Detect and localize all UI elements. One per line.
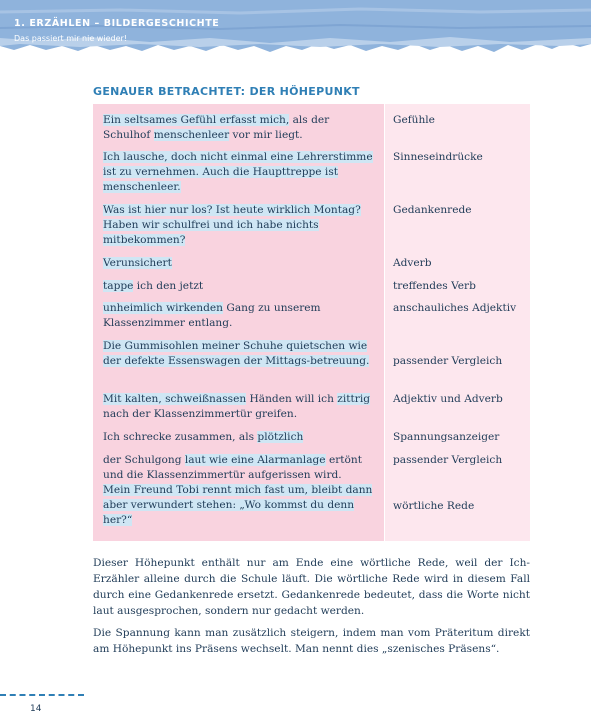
- highlighted-text: Mein Freund Tobi rennt mich fast um, bleibt dann aber verwundert stehen: „Wo kommst du denn her?“: [103, 484, 373, 526]
- chapter-title: 1. ERZÄHLEN – BILDERGESCHICHTE: [14, 18, 220, 29]
- story-text: [103, 279, 378, 294]
- feature-label: anschauliches Adjektiv: [393, 302, 517, 314]
- story-text: [103, 483, 378, 528]
- feature-label: passender Vergleich: [393, 355, 503, 367]
- feature-label: Sinneseindrücke: [393, 151, 483, 163]
- feature-label: wörtliche Rede: [393, 500, 475, 512]
- feature-label-column: [385, 104, 530, 541]
- highlighted-text: Mit kalten, schweißnassen: [103, 393, 247, 405]
- highlighted-text: Ein seltsames Gefühl erfasst mich,: [103, 114, 290, 126]
- story-text: [103, 150, 378, 195]
- story-text: [103, 339, 378, 369]
- highlighted-text: Die Gummisohlen meiner Schuhe quietschen wie der defekte Essenswagen der Mittags-betreuung.: [103, 340, 370, 367]
- story-text-segment: ertönt und die Klassenzimmertür aufgerissen wird.: [103, 454, 362, 481]
- chapter-subtitle: Das passiert mir nie wieder!: [14, 34, 127, 43]
- highlighted-text: Was ist hier nur los? Ist heute wirklich Montag? Haben wir schulfrei und ich habe nichts mitbekommen?: [103, 204, 361, 246]
- story-text-segment: der Schulgong: [103, 454, 185, 466]
- story-text-segment: vor mir liegt.: [229, 129, 303, 141]
- story-text: [103, 256, 378, 271]
- footer-dash-line: [0, 694, 84, 696]
- highlighted-text: plötzlich: [257, 431, 304, 443]
- header-banner: [0, 0, 591, 62]
- page-number: 14: [30, 704, 42, 714]
- feature-label: Spannungsanzeiger: [393, 431, 500, 443]
- feature-label: Gefühle: [393, 114, 435, 126]
- story-text: [103, 392, 378, 422]
- story-text: [103, 113, 378, 143]
- story-text: [103, 301, 378, 331]
- story-text: [103, 453, 378, 483]
- highlighted-text: unheimlich wirkenden: [103, 302, 223, 314]
- story-text-segment: nach der Klassenzimmertür greifen.: [103, 408, 298, 420]
- story-text-segment: Ich schrecke zusammen, als: [103, 431, 258, 443]
- story-text: [103, 430, 378, 445]
- story-text-segment: ich den jetzt: [133, 280, 204, 292]
- story-text-segment: Händen will ich: [246, 393, 338, 405]
- highlighted-text: Ich lausche, doch nicht einmal eine Lehrerstimme ist zu vernehmen. Auch die Haupttreppe ist menschenleer.: [103, 151, 373, 193]
- feature-label: Gedankenrede: [393, 204, 472, 216]
- highlighted-text: tappe: [103, 280, 134, 292]
- feature-label: Adjektiv und Adverb: [393, 393, 503, 405]
- highlighted-text: laut wie eine Alarmanlage: [184, 454, 326, 466]
- explanation-paragraph: Dieser Höhepunkt enthält nur am Ende eine wörtliche Rede, weil der Ich-Erzähler alleine durch die Schule läuft. Die wörtliche Rede wird in diesem Fall durch eine Gedankenrede ersetzt. Gedankenrede bedeutet, dass die Worte nicht laut ausgesprochen, sondern nur gedacht werden.: [93, 557, 530, 617]
- highlighted-text: zittrig: [337, 393, 370, 405]
- feature-label: passender Vergleich: [393, 454, 503, 466]
- analysis-table: [93, 104, 530, 541]
- feature-label: treffendes Verb: [393, 280, 476, 292]
- banner-brush-graphic: [0, 0, 591, 62]
- highlighted-text: menschenleer: [153, 129, 230, 141]
- explanation-paragraph: Die Spannung kann man zusätzlich steigern, indem man vom Präteritum direkt am Höhepunkt ins Präsens wechselt. Man nennt dies „szenisches Präsens“.: [93, 627, 530, 655]
- story-text: [103, 203, 378, 248]
- highlighted-text: Verunsichert: [103, 257, 172, 269]
- story-text-segment: Gang zu unserem Klassenzimmer entlang.: [103, 302, 321, 329]
- story-text-segment: als der Schulhof: [103, 114, 330, 141]
- feature-label: Adverb: [393, 257, 432, 269]
- section-heading: GENAUER BETRACHTET: DER HÖHEPUNKT: [93, 85, 360, 98]
